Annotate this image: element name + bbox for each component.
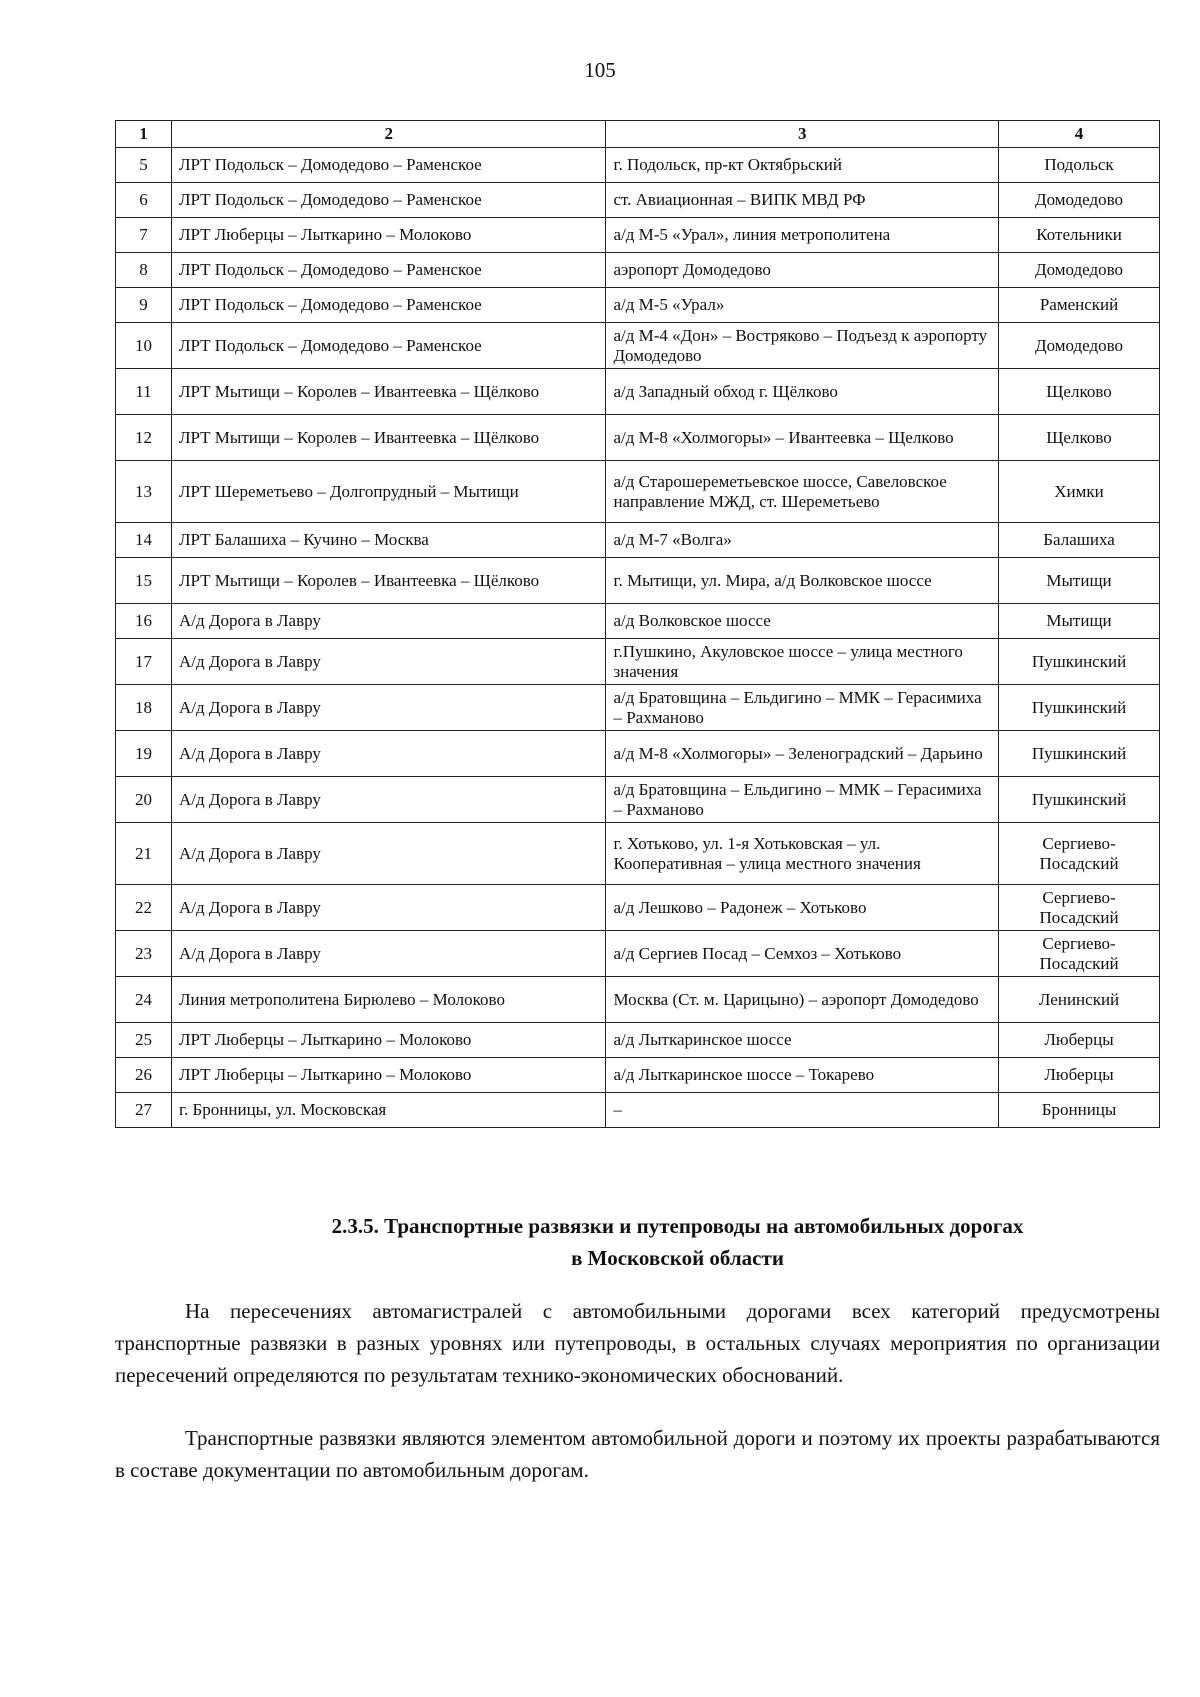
- row-number: 14: [116, 523, 172, 558]
- location-cell: г.Пушкино, Акуловское шоссе – улица местного значения: [606, 639, 999, 685]
- route-cell: ЛРТ Люберцы – Лыткарино – Молоково: [171, 1058, 605, 1093]
- data-table: [115, 120, 1160, 1128]
- row-number: 27: [116, 1093, 172, 1128]
- location-cell: г. Мытищи, ул. Мира, а/д Волковское шоссе: [606, 558, 999, 604]
- row-number: 23: [116, 931, 172, 977]
- table-row: [116, 885, 1160, 931]
- location-cell: а/д Лешково – Радонеж – Хотьково: [606, 885, 999, 931]
- location-cell: г. Подольск, пр-кт Октябрьский: [606, 148, 999, 183]
- table-row: [116, 558, 1160, 604]
- district-cell: Химки: [999, 461, 1160, 523]
- route-cell: ЛРТ Люберцы – Лыткарино – Молоково: [171, 218, 605, 253]
- route-cell: ЛРТ Мытищи – Королев – Ивантеевка – Щёлково: [171, 558, 605, 604]
- district-cell: Люберцы: [999, 1058, 1160, 1093]
- route-cell: ЛРТ Мытищи – Королев – Ивантеевка – Щёлково: [171, 369, 605, 415]
- location-cell: аэропорт Домодедово: [606, 253, 999, 288]
- header-col-3: 3: [606, 121, 999, 148]
- table-row: [116, 523, 1160, 558]
- location-cell: а/д М-7 «Волга»: [606, 523, 999, 558]
- route-cell: Линия метрополитена Бирюлево – Молоково: [171, 977, 605, 1023]
- row-number: 20: [116, 777, 172, 823]
- district-cell: Бронницы: [999, 1093, 1160, 1128]
- row-number: 24: [116, 977, 172, 1023]
- row-number: 5: [116, 148, 172, 183]
- location-cell: г. Хотьково, ул. 1-я Хотьковская – ул. Кооперативная – улица местного значения: [606, 823, 999, 885]
- row-number: 10: [116, 323, 172, 369]
- location-cell: а/д Братовщина – Ельдигино – ММК – Герасимиха – Рахманово: [606, 777, 999, 823]
- table-row: [116, 148, 1160, 183]
- row-number: 17: [116, 639, 172, 685]
- row-number: 13: [116, 461, 172, 523]
- location-cell: а/д Старошереметьевское шоссе, Савеловское направление МЖД, ст. Шереметьево: [606, 461, 999, 523]
- district-cell: Пушкинский: [999, 639, 1160, 685]
- table-body: [116, 148, 1160, 1128]
- location-cell: ст. Авиационная – ВИПК МВД РФ: [606, 183, 999, 218]
- route-cell: ЛРТ Подольск – Домодедово – Раменское: [171, 253, 605, 288]
- location-cell: а/д М-8 «Холмогоры» – Зеленоградский – Дарьино: [606, 731, 999, 777]
- table-row: [116, 323, 1160, 369]
- district-cell: Ленинский: [999, 977, 1160, 1023]
- row-number: 7: [116, 218, 172, 253]
- row-number: 12: [116, 415, 172, 461]
- table-header-row: [116, 121, 1160, 148]
- route-cell: ЛРТ Подольск – Домодедово – Раменское: [171, 323, 605, 369]
- paragraph-1: На пересечениях автомагистралей с автомобильными дорогами всех категорий предусмотрены транспортные развязки в разных уровнях или путепроводы, в остальных случаях мероприятия по организации пересечений определяются по результатам технико-экономических обоснований.: [115, 1299, 1160, 1387]
- district-cell: Сергиево-Посадский: [999, 885, 1160, 931]
- route-cell: ЛРТ Балашиха – Кучино – Москва: [171, 523, 605, 558]
- district-cell: Котельники: [999, 218, 1160, 253]
- row-number: 26: [116, 1058, 172, 1093]
- route-cell: А/д Дорога в Лавру: [171, 604, 605, 639]
- route-cell: А/д Дорога в Лавру: [171, 685, 605, 731]
- district-cell: Люберцы: [999, 1023, 1160, 1058]
- location-cell: а/д Волковское шоссе: [606, 604, 999, 639]
- row-number: 8: [116, 253, 172, 288]
- row-number: 15: [116, 558, 172, 604]
- table-row: [116, 685, 1160, 731]
- header-col-4: 4: [999, 121, 1160, 148]
- district-cell: Мытищи: [999, 558, 1160, 604]
- location-cell: а/д Западный обход г. Щёлково: [606, 369, 999, 415]
- table-row: [116, 604, 1160, 639]
- route-cell: ЛРТ Подольск – Домодедово – Раменское: [171, 183, 605, 218]
- section-heading: [0, 1210, 1200, 1274]
- row-number: 25: [116, 1023, 172, 1058]
- district-cell: Раменский: [999, 288, 1160, 323]
- table-row: [116, 1058, 1160, 1093]
- table-row: [116, 731, 1160, 777]
- route-cell: А/д Дорога в Лавру: [171, 777, 605, 823]
- row-number: 6: [116, 183, 172, 218]
- location-cell: –: [606, 1093, 999, 1128]
- route-cell: А/д Дорога в Лавру: [171, 823, 605, 885]
- table-row: [116, 777, 1160, 823]
- location-cell: а/д М-5 «Урал», линия метрополитена: [606, 218, 999, 253]
- route-cell: ЛРТ Подольск – Домодедово – Раменское: [171, 148, 605, 183]
- location-cell: а/д Братовщина – Ельдигино – ММК – Герасимиха – Рахманово: [606, 685, 999, 731]
- district-cell: Мытищи: [999, 604, 1160, 639]
- district-cell: Щелково: [999, 369, 1160, 415]
- district-cell: Балашиха: [999, 523, 1160, 558]
- location-cell: а/д М-5 «Урал»: [606, 288, 999, 323]
- location-cell: а/д М-8 «Холмогоры» – Ивантеевка – Щелково: [606, 415, 999, 461]
- location-cell: а/д Лыткаринское шоссе: [606, 1023, 999, 1058]
- section-heading-line-1: 2.3.5. Транспортные развязки и путепроводы на автомобильных дорогах: [331, 1214, 1024, 1238]
- row-number: 11: [116, 369, 172, 415]
- table-row: [116, 1023, 1160, 1058]
- section-heading-line-2: в Московской области: [571, 1246, 784, 1270]
- route-cell: ЛРТ Подольск – Домодедово – Раменское: [171, 288, 605, 323]
- row-number: 16: [116, 604, 172, 639]
- district-cell: Пушкинский: [999, 685, 1160, 731]
- table-row: [116, 218, 1160, 253]
- location-cell: Москва (Ст. м. Царицыно) – аэропорт Домодедово: [606, 977, 999, 1023]
- page-number: 105: [584, 58, 616, 82]
- row-number: 18: [116, 685, 172, 731]
- table-row: [116, 639, 1160, 685]
- location-cell: а/д М-4 «Дон» – Востряково – Подъезд к аэропорту Домодедово: [606, 323, 999, 369]
- district-cell: Сергиево-Посадский: [999, 931, 1160, 977]
- route-cell: А/д Дорога в Лавру: [171, 731, 605, 777]
- table-row: [116, 183, 1160, 218]
- route-cell: ЛРТ Шереметьево – Долгопрудный – Мытищи: [171, 461, 605, 523]
- location-cell: а/д Лыткаринское шоссе – Токарево: [606, 1058, 999, 1093]
- row-number: 22: [116, 885, 172, 931]
- location-cell: а/д Сергиев Посад – Семхоз – Хотьково: [606, 931, 999, 977]
- row-number: 9: [116, 288, 172, 323]
- header-col-2: 2: [171, 121, 605, 148]
- row-number: 19: [116, 731, 172, 777]
- district-cell: Пушкинский: [999, 777, 1160, 823]
- district-cell: Сергиево-Посадский: [999, 823, 1160, 885]
- route-cell: А/д Дорога в Лавру: [171, 931, 605, 977]
- table-row: [116, 253, 1160, 288]
- district-cell: Подольск: [999, 148, 1160, 183]
- paragraph-2: Транспортные развязки являются элементом автомобильной дороги и поэтому их проекты разрабатываются в составе документации по автомобильным дорогам.: [115, 1426, 1160, 1482]
- district-cell: Пушкинский: [999, 731, 1160, 777]
- district-cell: Домодедово: [999, 183, 1160, 218]
- header-col-1: 1: [116, 121, 172, 148]
- row-number: 21: [116, 823, 172, 885]
- route-cell: ЛРТ Мытищи – Королев – Ивантеевка – Щёлково: [171, 415, 605, 461]
- table-row: [116, 288, 1160, 323]
- district-cell: Домодедово: [999, 253, 1160, 288]
- table-row: [116, 823, 1160, 885]
- table-row: [116, 1093, 1160, 1128]
- table-row: [116, 369, 1160, 415]
- route-cell: А/д Дорога в Лавру: [171, 885, 605, 931]
- route-cell: ЛРТ Люберцы – Лыткарино – Молоково: [171, 1023, 605, 1058]
- route-cell: А/д Дорога в Лавру: [171, 639, 605, 685]
- table-row: [116, 415, 1160, 461]
- table-row: [116, 931, 1160, 977]
- route-cell: г. Бронницы, ул. Московская: [171, 1093, 605, 1128]
- district-cell: Домодедово: [999, 323, 1160, 369]
- district-cell: Щелково: [999, 415, 1160, 461]
- table-row: [116, 461, 1160, 523]
- table-row: [116, 977, 1160, 1023]
